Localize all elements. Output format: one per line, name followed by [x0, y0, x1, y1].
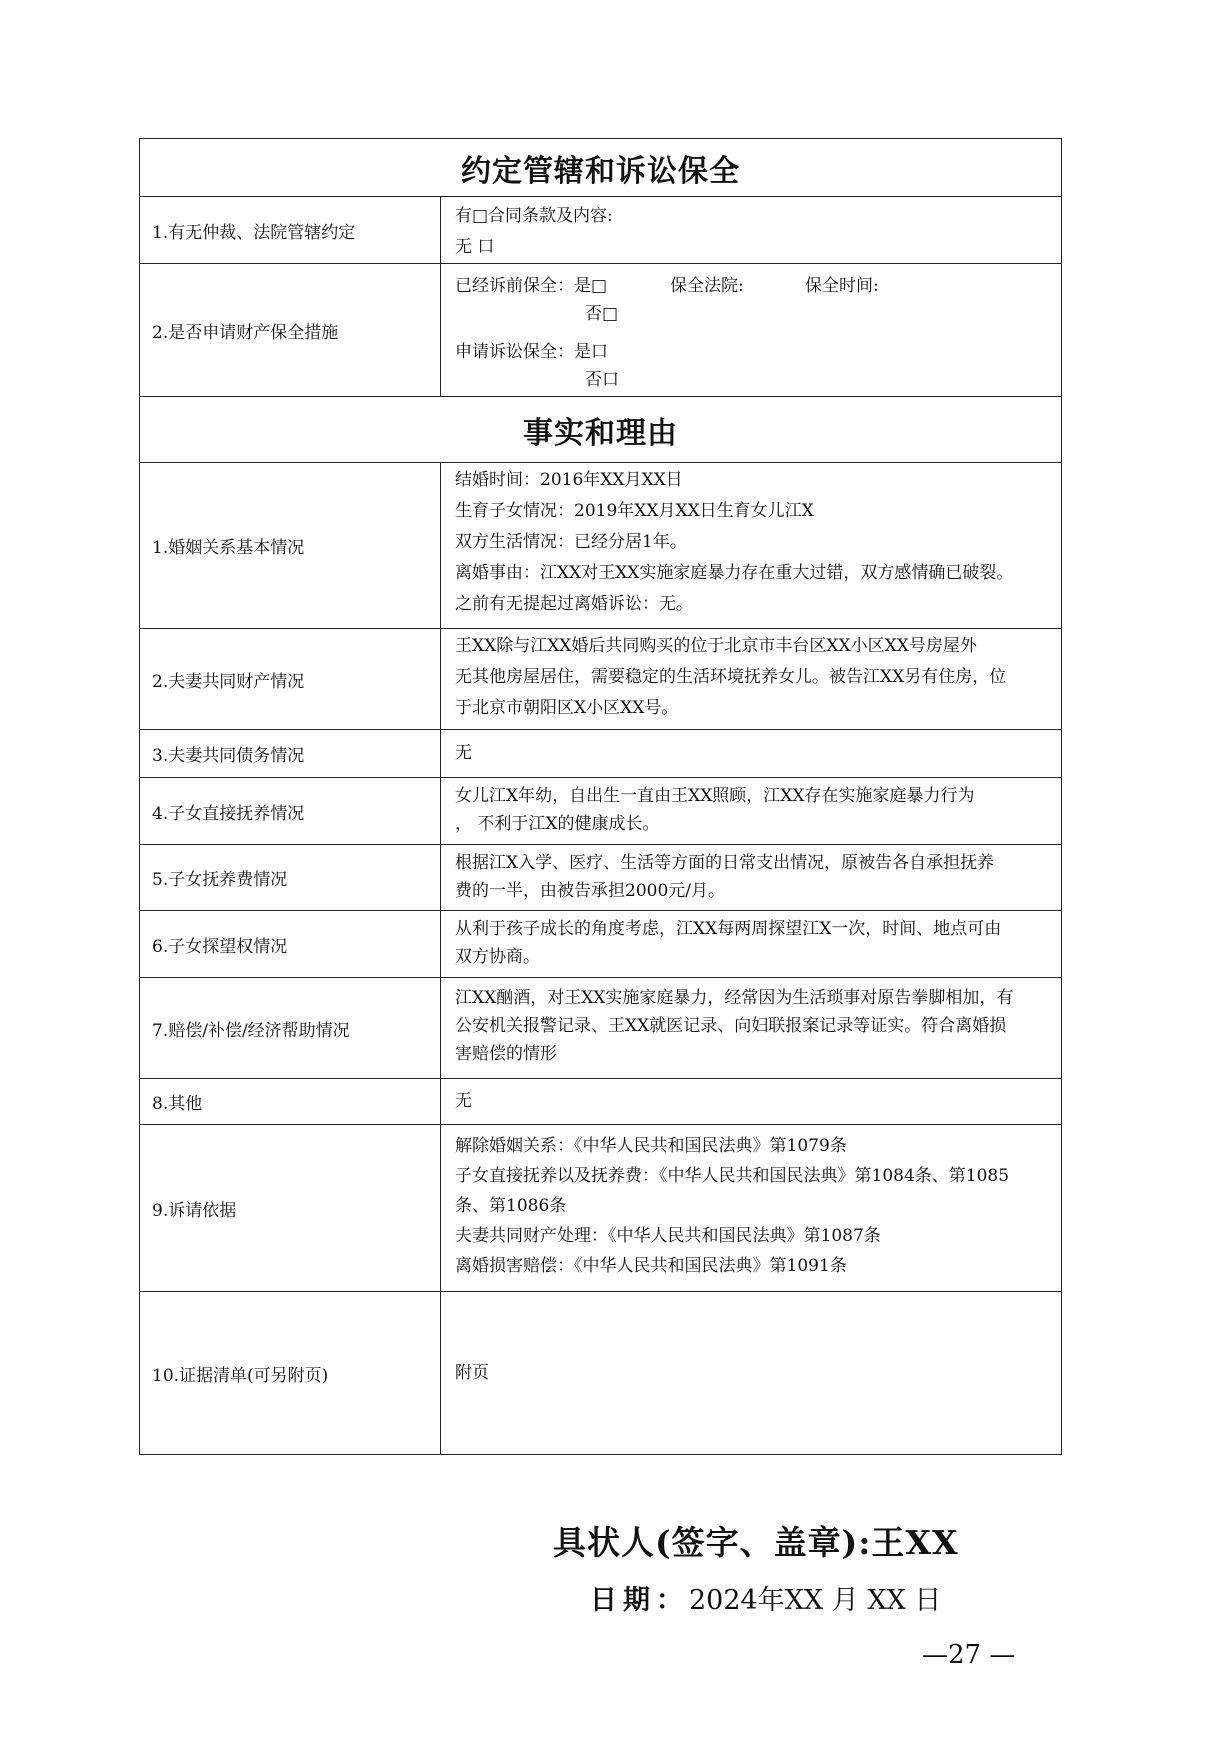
- date-label: 日期：: [590, 1585, 689, 1616]
- row-label: 9.诉请依据: [140, 1125, 441, 1291]
- row-label: 5.子女抚养费情况: [140, 845, 441, 910]
- row-label: 2.是否申请财产保全措施: [140, 264, 441, 396]
- complaint-form-table: [139, 138, 1062, 1455]
- row-evidence: [140, 1292, 1061, 1454]
- row-content: 无: [455, 1091, 472, 1111]
- row-label: 8.其他: [140, 1079, 441, 1124]
- row-content: 无: [455, 743, 472, 763]
- row-content: [441, 629, 1061, 729]
- row-custody: [140, 778, 1061, 845]
- signer-line: 具状人(签字、盖章):王XX: [553, 1523, 959, 1562]
- row-content: [441, 845, 1061, 910]
- row-content: [441, 911, 1061, 977]
- row-content: [441, 1125, 1061, 1291]
- custody-line: 女儿江X年幼，自出生一直由王XX照顾，江XX存在实施家庭暴力行为: [455, 786, 975, 806]
- arbitration-line: 无 口: [455, 237, 495, 257]
- section-header-jurisdiction: [140, 139, 1061, 197]
- row-compensation: [140, 978, 1061, 1079]
- row-marriage: [140, 463, 1061, 629]
- date-line: [590, 1578, 941, 1617]
- property-line: 无其他房屋居住，需要稳定的生活环境抚养女儿。被告江XX另有住房，位: [455, 667, 1007, 687]
- section-header-facts: [140, 397, 1061, 463]
- marriage-line: 结婚时间：2016年XX月XX日: [455, 470, 683, 490]
- row-label: 7.赔偿/补偿/经济帮助情况: [140, 978, 441, 1078]
- pre-suit-label: 已经诉前保全：是□: [455, 276, 608, 296]
- row-content: [441, 264, 1061, 396]
- row-content: [441, 978, 1061, 1078]
- marriage-line: 双方生活情况：已经分居1年。: [455, 532, 687, 552]
- compensation-line: 公安机关报警记录、王XX就医记录、向妇联报案记录等证实。符合离婚损: [455, 1016, 1007, 1036]
- row-label: 1.有无仲裁、法院管辖约定: [140, 197, 441, 263]
- arbitration-line: 有□合同条款及内容:: [455, 206, 613, 226]
- row-arbitration: [140, 197, 1061, 264]
- row-label: 10.证据清单(可另附页): [140, 1292, 441, 1454]
- page-number: —27 —: [922, 1640, 1016, 1670]
- preservation-court-label: 保全法院:: [670, 276, 744, 296]
- row-support: [140, 845, 1061, 911]
- visitation-line: 从利于孩子成长的角度考虑，江XX每两周探望江X一次，时间、地点可由: [455, 919, 1002, 939]
- row-other: [140, 1079, 1061, 1125]
- row-content: [441, 778, 1061, 844]
- row-label: 4.子女直接抚养情况: [140, 778, 441, 844]
- basis-line: 解除婚姻关系：《中华人民共和国民法典》第1079条: [455, 1136, 847, 1156]
- compensation-line: 江XX酗酒，对王XX实施家庭暴力，经常因为生活琐事对原告拳脚相加，有: [455, 988, 1014, 1008]
- basis-line: 夫妻共同财产处理：《中华人民共和国民法典》第1087条: [455, 1226, 881, 1246]
- custody-line: ， 不利于江X的健康成长。: [455, 814, 660, 834]
- basis-line: 离婚损害赔偿：《中华人民共和国民法典》第1091条: [455, 1256, 847, 1276]
- date-value: 2024年XX 月 XX 日: [689, 1585, 942, 1616]
- row-property: [140, 629, 1061, 730]
- pre-suit-preservation: [455, 272, 1057, 300]
- marriage-line: 生育子女情况：2019年XX月XX日生育女儿江X: [455, 501, 814, 521]
- marriage-line: 之前有无提起过离婚诉讼：无。: [455, 594, 693, 614]
- pre-suit-no: 否□: [585, 304, 619, 324]
- visitation-line: 双方协商。: [455, 947, 540, 967]
- row-basis: [140, 1125, 1061, 1292]
- row-content: [441, 197, 1061, 263]
- row-label: 6.子女探望权情况: [140, 911, 441, 977]
- property-line: 王XX除与江XX婚后共同购买的位于北京市丰台区XX小区XX号房屋外: [455, 636, 977, 656]
- row-preservation: [140, 264, 1061, 397]
- preservation-time-label: 保全时间:: [805, 276, 879, 296]
- marriage-line: 离婚事由：江XX对王XX实施家庭暴力存在重大过错，双方感情确已破裂。: [455, 563, 1014, 583]
- row-visitation: [140, 911, 1061, 978]
- row-label: 3.夫妻共同债务情况: [140, 730, 441, 777]
- basis-line: 子女直接抚养以及抚养费：《中华人民共和国民法典》第1084条、第1085: [455, 1166, 1010, 1186]
- support-line: 根据江X入学、医疗、生活等方面的日常支出情况，原被告各自承担抚养: [455, 853, 995, 873]
- support-line: 费的一半，由被告承担2000元/月。: [455, 881, 725, 901]
- property-line: 于北京市朝阳区X小区XX号。: [455, 698, 679, 718]
- compensation-line: 害赔偿的情形: [455, 1044, 557, 1064]
- row-debt: [140, 730, 1061, 778]
- litigation-preservation-no: 否口: [585, 370, 619, 390]
- basis-line: 条、第1086条: [455, 1196, 567, 1216]
- row-label: 2.夫妻共同财产情况: [140, 629, 441, 729]
- section-title-jurisdiction: 约定管辖和诉讼保全: [461, 153, 740, 189]
- row-label: 1.婚姻关系基本情况: [140, 463, 441, 628]
- section-title-facts: 事实和理由: [523, 415, 678, 451]
- row-content: 附页: [455, 1362, 489, 1383]
- row-content: [441, 463, 1061, 628]
- litigation-preservation-label: 申请诉讼保全：是口: [455, 342, 608, 362]
